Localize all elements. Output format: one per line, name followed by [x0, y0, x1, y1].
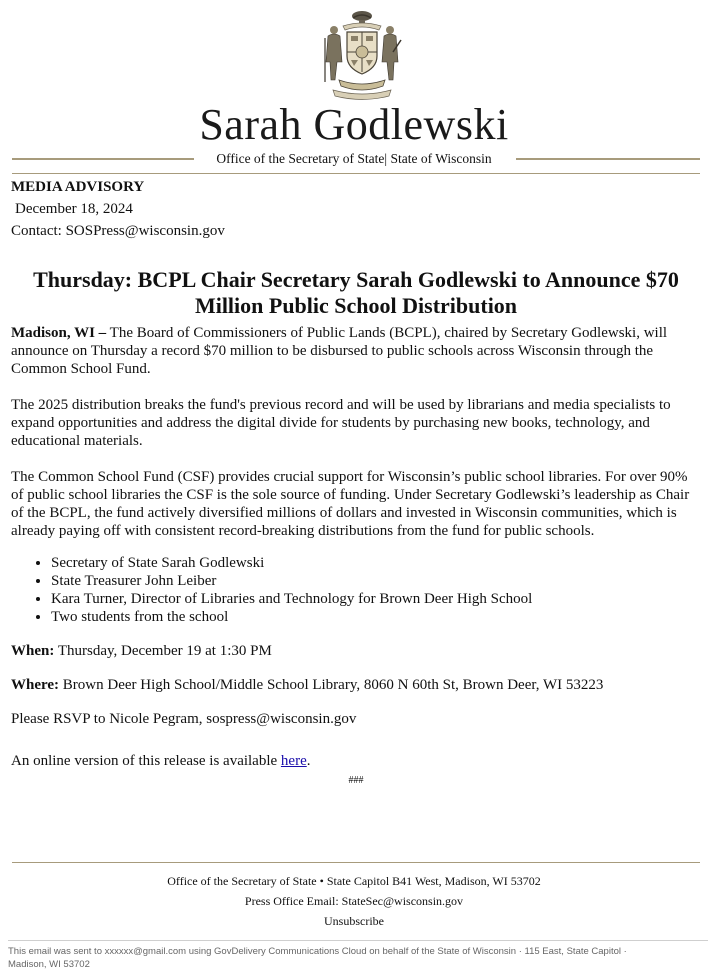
disclaimer-divider — [8, 940, 708, 941]
header-divider — [12, 173, 700, 174]
list-item: • Two students from the school — [51, 608, 701, 626]
contact-line: Contact: SOSPress@wisconsin.gov — [11, 223, 225, 239]
paragraph-3: The Common School Fund (CSF) provides crucial support for Wisconsin’s public school libraries. For over 90% of public school libraries the CSF is the sole source of funding. Under Secretary Godlewski’s leadership as Chair of the BCPL, the fund actively diversified millions of dollars and invested in Wisconsin communities, which is already paying off with consistent record-breaking distributions from the fund for public schools. — [11, 469, 690, 539]
where-line — [11, 676, 701, 694]
release-body — [11, 176, 701, 790]
when-line — [11, 642, 701, 660]
online-version-link[interactable]: here — [280, 753, 307, 769]
end-mark: ### — [348, 775, 364, 786]
headline: Thursday: BCPL Chair Secretary Sarah Godlewski to Announce $70 Million Public School Distribution — [33, 267, 679, 318]
when-label: When: — [11, 643, 55, 659]
footer-address: Office of the Secretary of State • State Capitol B41 West, Madison, WI 53702 — [167, 874, 541, 888]
footer-divider — [12, 862, 700, 863]
online-suffix: . — [306, 753, 311, 769]
speaker-list — [11, 554, 701, 626]
footer — [0, 871, 708, 931]
dateline: Madison, WI – — [11, 325, 107, 341]
paragraph-1 — [11, 324, 701, 378]
paragraph-1-text: The Board of Commissioners of Public Lands (BCPL), chaired by Secretary Godlewski, will announce on Thursday a record $70 million to be disbursed to public schools across Wisconsin through the Common School Fund. — [11, 325, 668, 377]
online-prefix: An online version of this release is available — [11, 753, 281, 769]
paragraph-2: The 2025 distribution breaks the fund's previous record and will be used by librarians and media specialists to expand opportunities and address the digital divide for students by purchasing new books, technology, and educational materials. — [11, 397, 671, 449]
when-value: Thursday, December 19 at 1:30 PM — [54, 643, 272, 659]
page-title: Sarah Godlewski — [199, 100, 509, 149]
office-line: Office of the Secretary of State| State of Wisconsin — [216, 151, 492, 166]
disclaimer: This email was sent to xxxxxx@gmail.com using GovDelivery Communications Cloud on behalf of the State of Wisconsin · 115 East, State Capitol · Madison, WI 53702 — [8, 946, 627, 970]
where-value: Brown Deer High School/Middle School Library, 8060 N 60th St, Brown Deer, WI 53223 — [59, 677, 604, 693]
list-item: • Secretary of State Sarah Godlewski — [51, 554, 701, 572]
rsvp-line: Please RSVP to Nicole Pegram, sospress@wisconsin.gov — [11, 711, 357, 727]
footer-email: Press Office Email: StateSec@wisconsin.gov — [244, 894, 464, 908]
state-seal-icon — [313, 8, 411, 100]
advisory-label: MEDIA ADVISORY — [11, 179, 145, 195]
online-version-line — [11, 752, 701, 770]
header — [0, 0, 708, 178]
where-label: Where: — [11, 677, 60, 693]
list-item: • Kara Turner, Director of Libraries and Technology for Brown Deer High School — [51, 590, 701, 608]
list-item: • State Treasurer John Leiber — [51, 572, 701, 590]
header-rule-right — [516, 158, 700, 160]
unsubscribe-link[interactable]: Unsubscribe — [324, 914, 384, 928]
release-date: December 18, 2024 — [15, 201, 133, 217]
